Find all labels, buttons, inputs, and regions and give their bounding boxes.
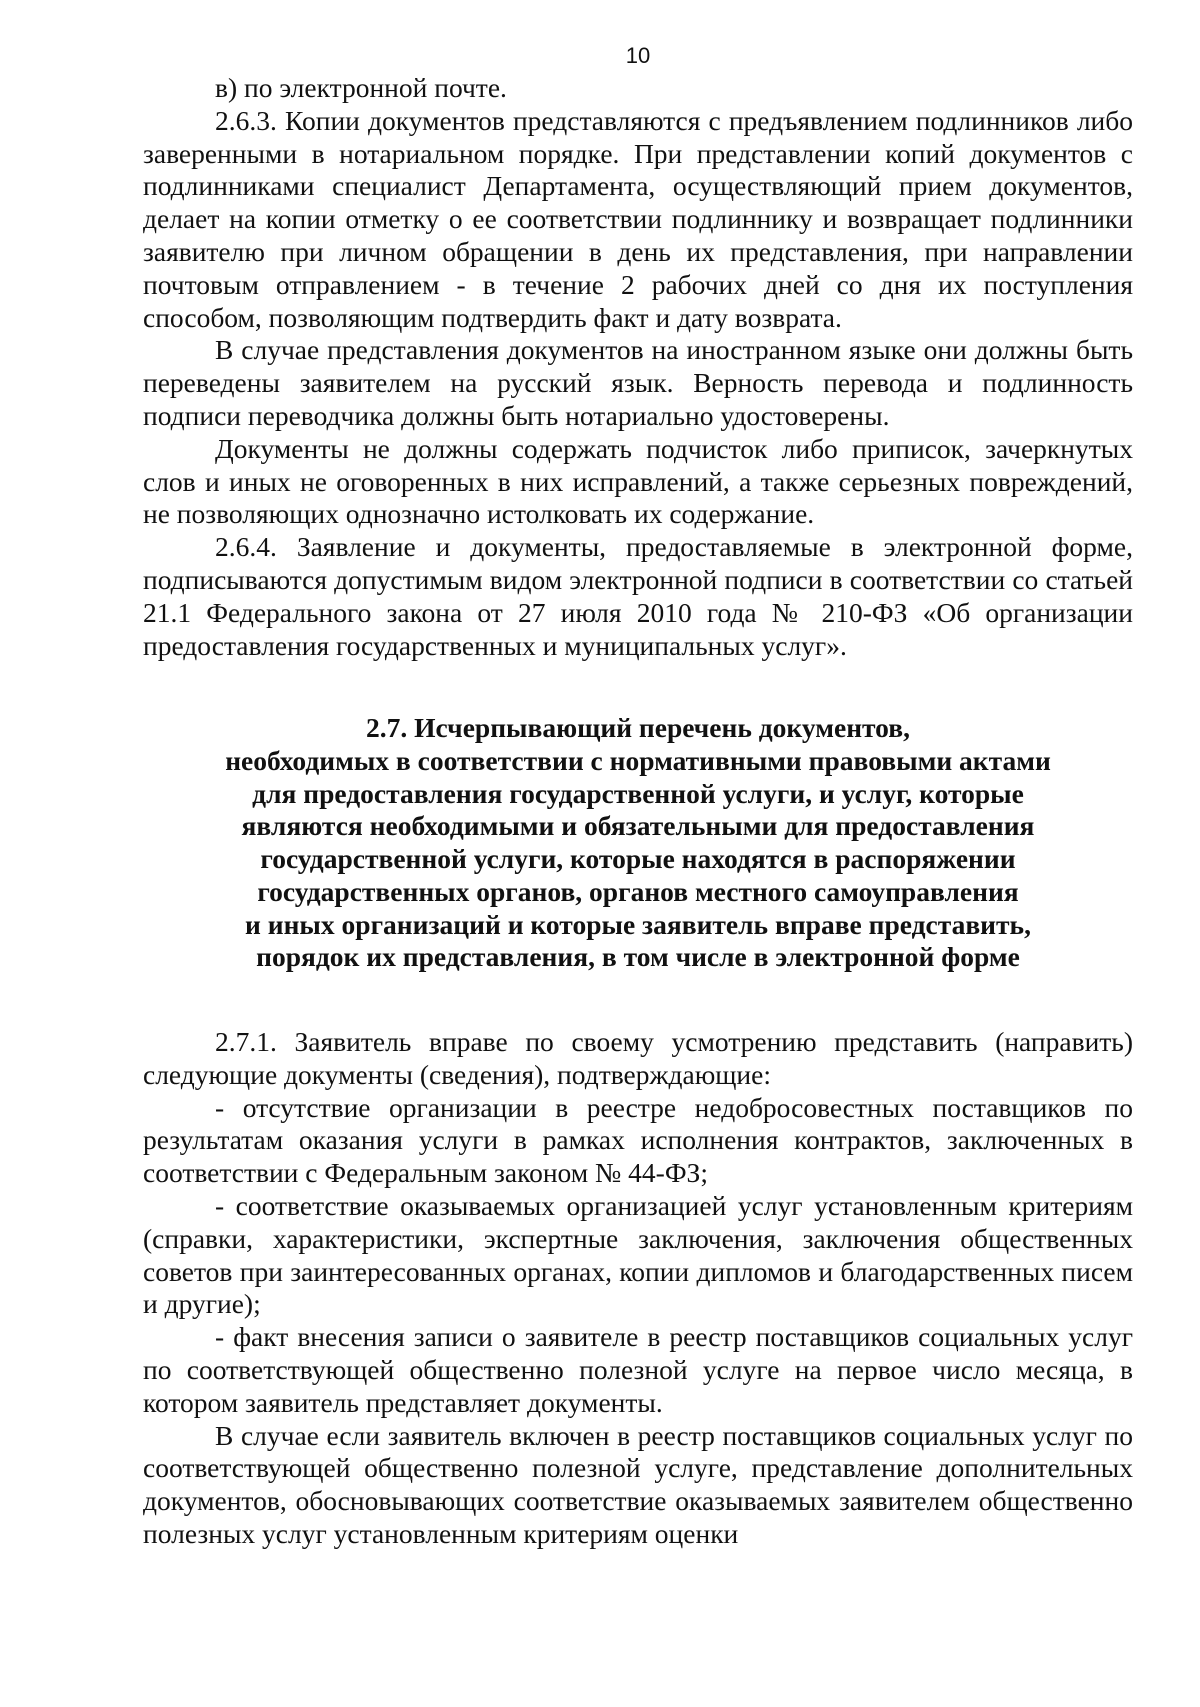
spacer bbox=[143, 662, 1133, 712]
document-page bbox=[143, 40, 1133, 1551]
heading-line: государственных органов, органов местного самоуправления bbox=[257, 875, 1019, 907]
page-number: 10 bbox=[625, 43, 651, 68]
heading-line: необходимых в соответствии с нормативными правовыми актами bbox=[225, 745, 1051, 777]
section-heading-2-7 bbox=[143, 712, 1133, 974]
list-item-unscrupulous-registry: - отсутствие организации в реестре недобросовестных поставщиков по результатам оказания услуги в рамках исполнения контрактов, заключенных в соответствии с Федеральным законом № 44-ФЗ; bbox=[143, 1091, 1133, 1189]
paragraph-2-6-4: 2.6.4. Заявление и документы, предоставляемые в электронной форме, подписываются допустимым видом электронной подписи в соответствии со статьей 21.1 Федерального закона от 27 июля 2010 года № 210-ФЗ «Об организации предоставления государственных и муниципальных услуг». bbox=[143, 531, 1133, 661]
paragraph-registry-included: В случае если заявитель включен в реестр поставщиков социальных услуг по соответствующей общественно полезной услуге, представление дополнительных документов, обосновывающих соответствие оказываемых заявителем общественно полезных услуг установленным критериям оценки bbox=[143, 1419, 1133, 1549]
heading-line: государственной услуги, которые находятся в распоряжении bbox=[260, 843, 1016, 875]
paragraph-2-6-3: 2.6.3. Копии документов представляются с предъявлением подлинников либо заверенными в нотариальном порядке. При представлении копий документов с подлинниками специалист Департамента, осуществляющий прием документов, делает на копии отметку о ее соответствии подлиннику и возвращает подлинники заявителю при личном обращении в день их представления, при направлении почтовым отправлением - в течение 2 рабочих дней со дня их поступления способом, позволяющим подтвердить факт и дату возврата. bbox=[143, 104, 1133, 333]
heading-line: порядок их представления, в том числе в электронной форме bbox=[256, 941, 1020, 973]
paragraph-2-7-1: 2.7.1. Заявитель вправе по своему усмотрению представить (направить) следующие документы (сведения), подтверждающие: bbox=[143, 1025, 1133, 1090]
heading-line: являются необходимыми и обязательными для предоставления bbox=[241, 810, 1035, 842]
paragraph-item-v: в) по электронной почте. bbox=[215, 72, 507, 103]
heading-line: для предоставления государственной услуги, и услуг, которые bbox=[252, 777, 1024, 809]
heading-line: и иных организаций и которые заявитель вправе представить, bbox=[245, 908, 1031, 940]
paragraph-foreign-language: В случае представления документов на иностранном языке они должны быть переведены заявителем на русский язык. Верность перевода и подлинность подписи переводчика должны быть нотариально удостоверены. bbox=[143, 334, 1133, 431]
spacer bbox=[143, 974, 1133, 1026]
list-item-registry-entry: - факт внесения записи о заявителе в реестр поставщиков социальных услуг по соответствующей общественно полезной услуге на первое число месяца, в котором заявитель представляет документы. bbox=[143, 1321, 1133, 1418]
list-item-criteria-compliance: - соответствие оказываемых организацией услуг установленным критериям (справки, характеристики, экспертные заключения, заключения общественных советов при заинтересованных органах, копии дипломов и благодарственных писем и другие); bbox=[143, 1189, 1133, 1320]
paragraph-no-corrections: Документы не должны содержать подчисток либо приписок, зачеркнутых слов и иных не оговоренных в них исправлений, а также серьезных повреждений, не позволяющих однозначно истолковать их содержание. bbox=[143, 432, 1133, 530]
heading-line: 2.7. Исчерпывающий перечень документов, bbox=[366, 712, 910, 744]
